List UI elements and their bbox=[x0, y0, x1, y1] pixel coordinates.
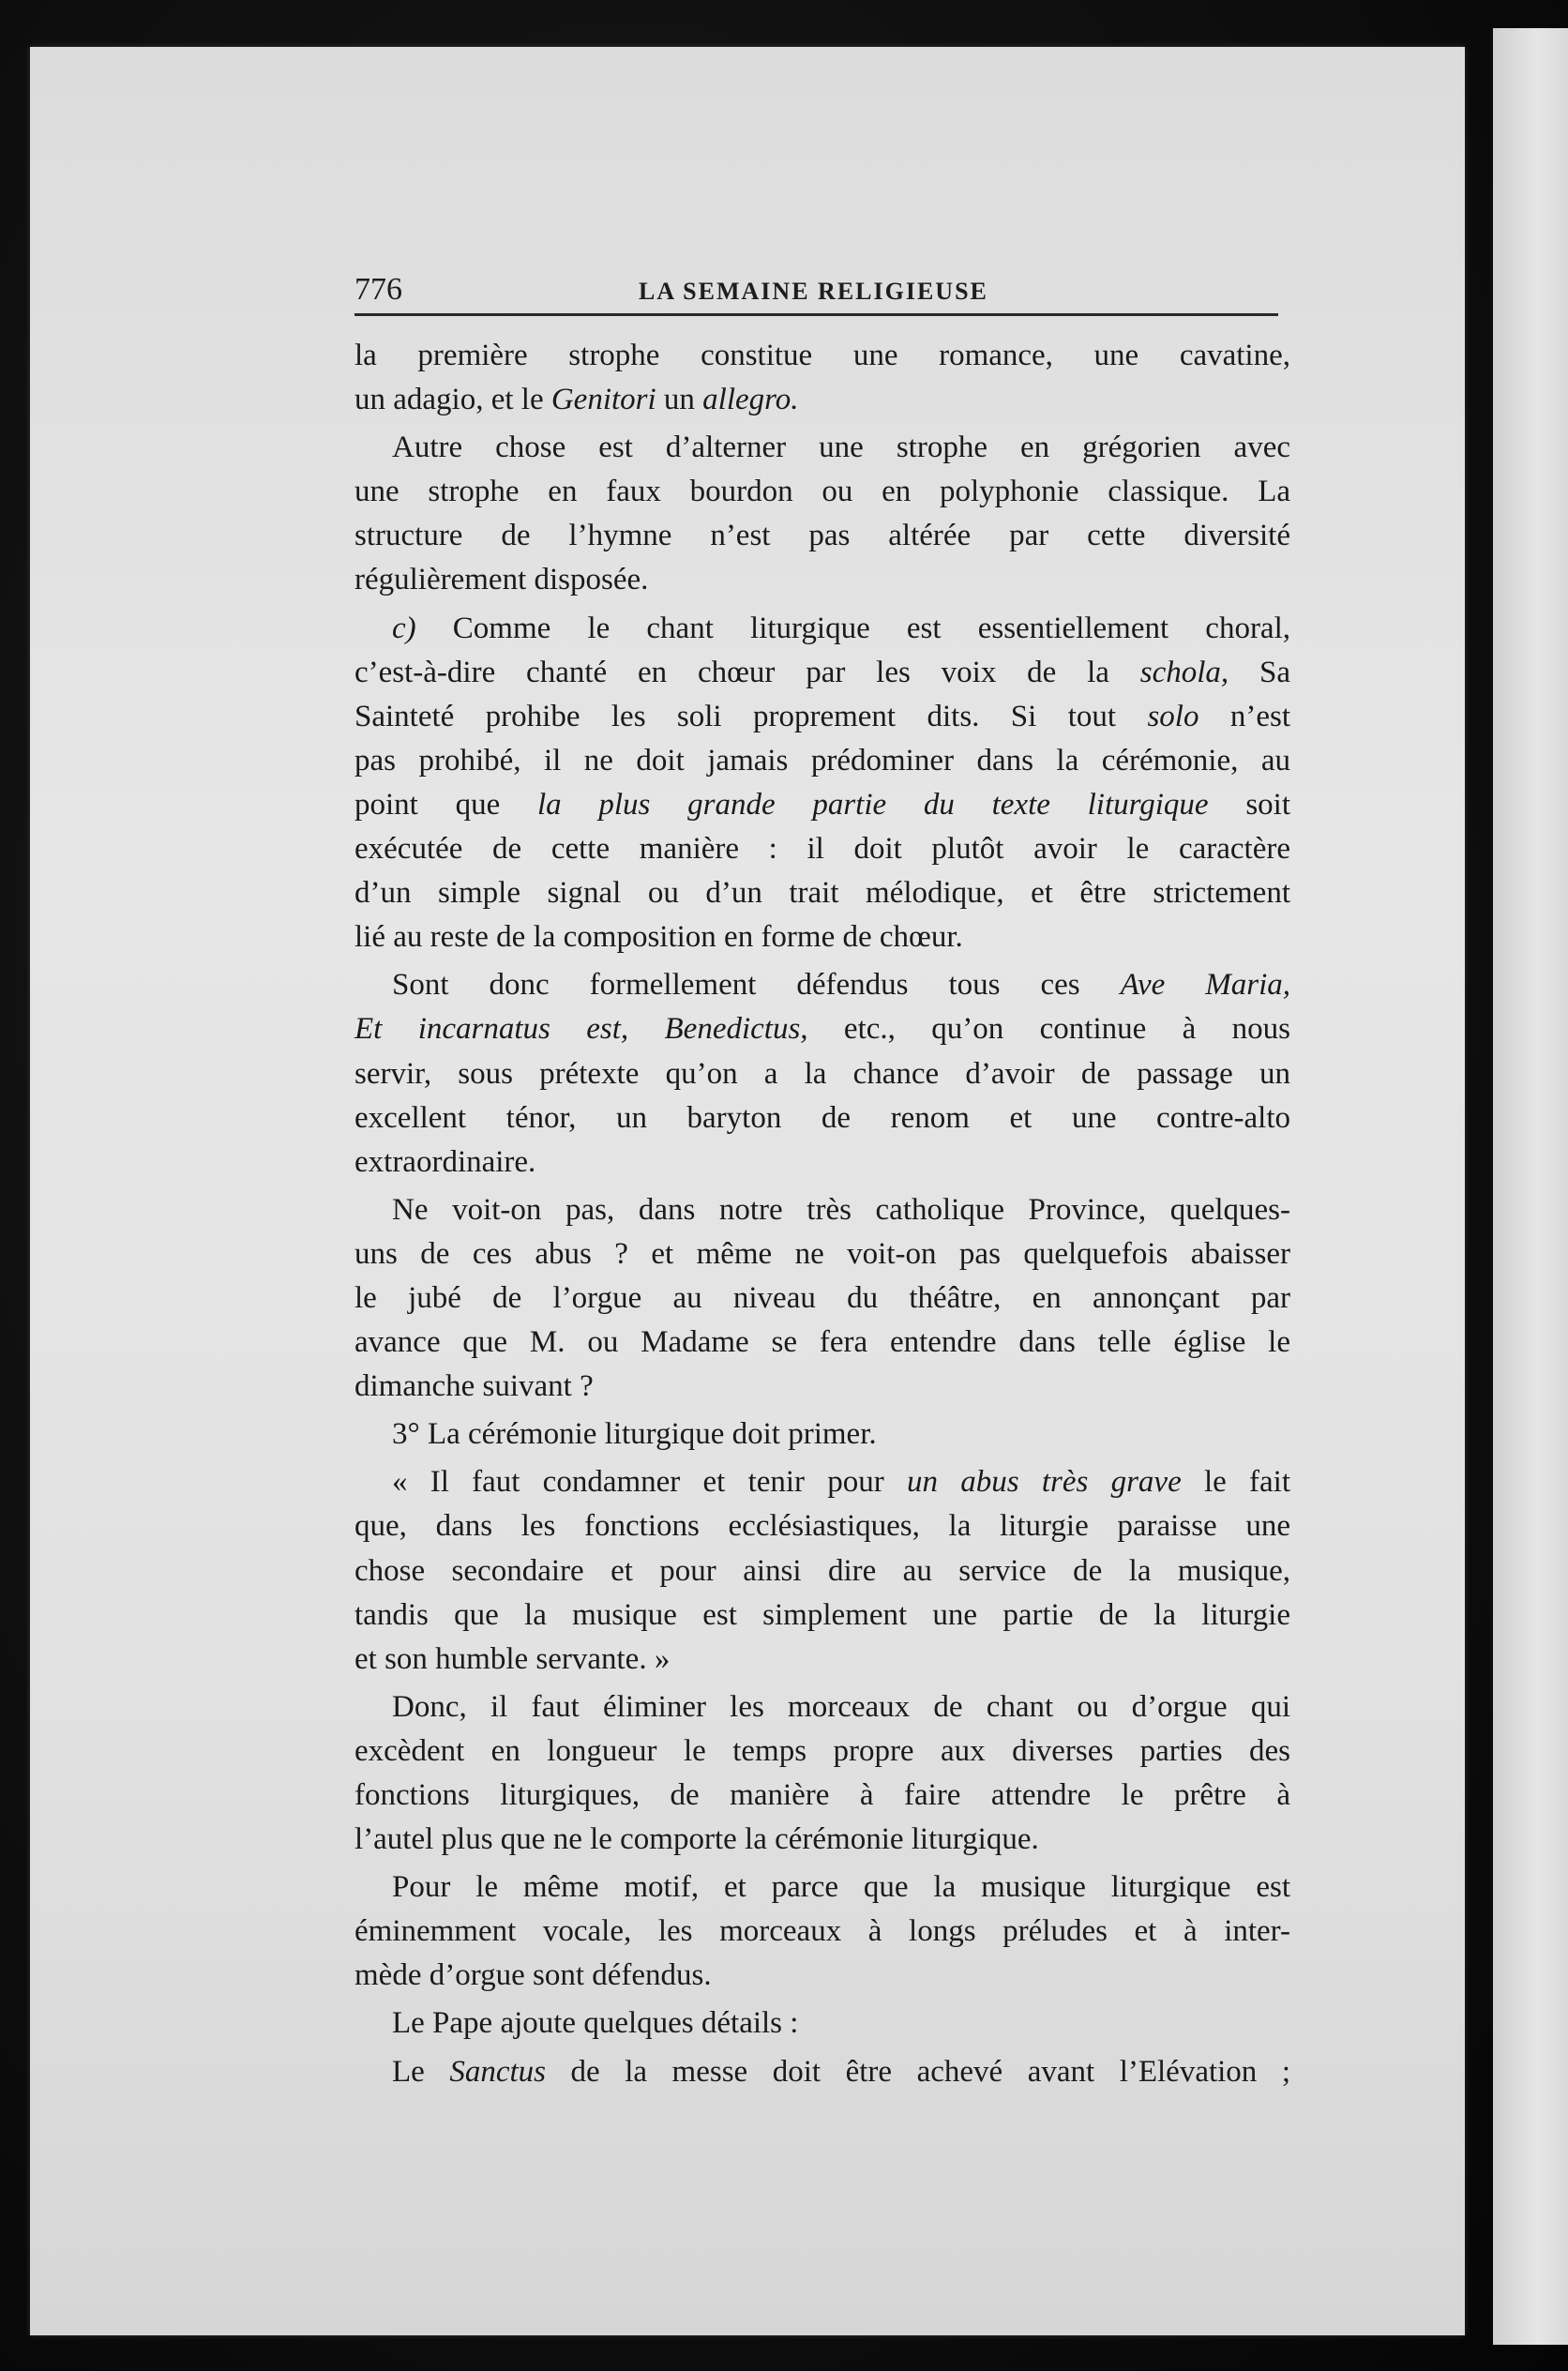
text-line: structure de l’hymne n’est pas altérée par cette diversité bbox=[354, 519, 1290, 553]
text-line: c) Comme le chant liturgique est essentiellement choral, bbox=[392, 611, 1290, 645]
text-line: c’est-à-dire chanté en chœur par les voix de la schola, Sa bbox=[354, 655, 1291, 689]
italic-term: solo bbox=[1147, 699, 1199, 733]
text-line: régulièrement disposée. bbox=[354, 563, 649, 597]
text-line: Et incarnatus est, Benedictus, etc., qu’on continue à nous bbox=[354, 1012, 1290, 1047]
page-header bbox=[354, 270, 1278, 316]
italic-term: la plus grande partie du texte liturgique bbox=[536, 787, 1209, 822]
text-line: servir, sous prétexte qu’on a la chance d’avoir de passage un bbox=[354, 1056, 1290, 1091]
text-line: 3° La cérémonie liturgique doit primer. bbox=[392, 1417, 877, 1452]
text-line: lié au reste de la composition en forme de chœur. bbox=[354, 920, 963, 955]
text-line: dimanche suivant ? bbox=[354, 1369, 594, 1404]
text-line: mède d’orgue sont défendus. bbox=[354, 1958, 712, 1993]
text-line: Sainteté prohibe les soli proprement dits. Si tout solo n’est bbox=[354, 699, 1290, 733]
text-line: chose secondaire et pour ainsi dire au service de la musique, bbox=[354, 1553, 1290, 1588]
text-line: uns de ces abus ? et même ne voit-on pas quelquefois abaisser bbox=[354, 1236, 1290, 1271]
text-line: point que la plus grande partie du texte liturgique soit bbox=[354, 787, 1290, 822]
italic-term: Genitori bbox=[550, 383, 656, 417]
body-text bbox=[354, 334, 1290, 2094]
text-line: excellent ténor, un baryton de renom et une contre-alto bbox=[354, 1100, 1290, 1135]
text-line: Sont donc formellement défendus tous ces Ave Maria, bbox=[392, 968, 1290, 1003]
text-line: Donc, il faut éliminer les morceaux de chant ou d’orgue qui bbox=[392, 1689, 1290, 1724]
text-line: la première strophe constitue une romance, une cavatine, bbox=[354, 339, 1290, 372]
text-line: le jubé de l’orgue au niveau du théâtre, en annonçant par bbox=[354, 1280, 1290, 1315]
text-line: exécutée de cette manière : il doit plutôt avoir le caractère bbox=[354, 832, 1290, 867]
text-line: extraordinaire. bbox=[354, 1144, 536, 1179]
text-line: Le Sanctus de la messe doit être achevé avant l’Elévation ; bbox=[392, 2054, 1291, 2089]
italic-term: Sanctus bbox=[449, 2054, 547, 2089]
italic-term: schola, bbox=[1139, 655, 1229, 689]
text-line: d’un simple signal ou d’un trait mélodique, et être strictement bbox=[354, 876, 1290, 911]
page-number: 776 bbox=[354, 272, 402, 307]
text-line: pas prohibé, il ne doit jamais prédominer dans la cérémonie, au bbox=[354, 743, 1290, 778]
running-title: LA SEMAINE RELIGIEUSE bbox=[639, 278, 988, 305]
text-line: et son humble servante. » bbox=[354, 1641, 671, 1676]
text-line: Ne voit-on pas, dans notre très catholique Province, quelques- bbox=[392, 1192, 1290, 1227]
text-line: éminemment vocale, les morceaux à longs préludes et à inter- bbox=[354, 1914, 1290, 1949]
text-line: l’autel plus que ne le comporte la cérémonie liturgique. bbox=[354, 1822, 1039, 1857]
text-line: que, dans les fonctions ecclésiastiques, la liturgie paraisse une bbox=[354, 1509, 1290, 1544]
text-line: Le Pape ajoute quelques détails : bbox=[392, 2006, 799, 2041]
text-line: fonctions liturgiques, de manière à faire attendre le prêtre à bbox=[354, 1778, 1290, 1812]
text-line: avance que M. ou Madame se fera entendre dans telle église le bbox=[354, 1325, 1290, 1360]
text-line: Pour le même motif, et parce que la musique liturgique est bbox=[392, 1870, 1290, 1905]
text-line: excèdent en longueur le temps propre aux diverses parties des bbox=[354, 1733, 1290, 1768]
italic-term: allegro. bbox=[702, 383, 799, 417]
adjacent-page-edge bbox=[1493, 28, 1568, 2345]
italic-term: c) bbox=[392, 611, 416, 645]
text-line: Autre chose est d’alterner une strophe en grégorien avec bbox=[392, 430, 1290, 465]
text-line: « Il faut condamner et tenir pour un abus très grave le fait bbox=[392, 1465, 1291, 1500]
text-line: tandis que la musique est simplement une partie de la liturgie bbox=[354, 1597, 1290, 1632]
italic-term: Et incarnatus est, Benedictus, bbox=[354, 1012, 808, 1047]
italic-term: Ave Maria, bbox=[1120, 968, 1290, 1003]
italic-term: un abus très grave bbox=[907, 1465, 1182, 1500]
text-line: un adagio, et le Genitori un allegro. bbox=[354, 383, 799, 417]
text-line: une strophe en faux bourdon ou en polyphonie classique. La bbox=[354, 475, 1290, 509]
